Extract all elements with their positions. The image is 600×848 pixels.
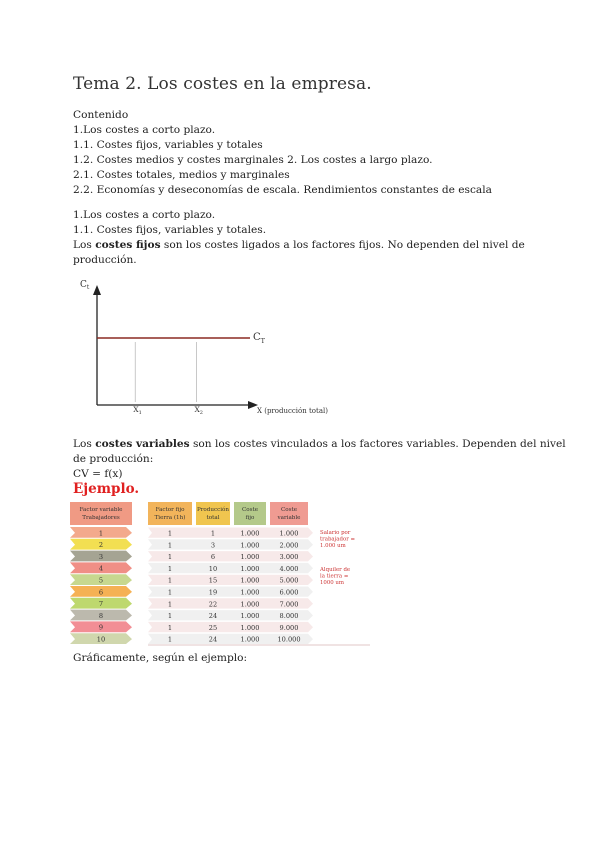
table-notes: [319, 530, 355, 586]
section-variable-costs: [73, 437, 566, 482]
toc-heading: Contenido: [73, 109, 129, 121]
x1-marker-label: $X_1$: [133, 405, 142, 416]
section-subheading: 1.1. Costes fijos, variables y totales.: [73, 224, 267, 236]
table-cell: 6.000: [279, 588, 299, 597]
table-cell: 1.000: [279, 529, 299, 538]
toc-item: 2.1. Costes totales, medios y marginales: [73, 169, 290, 181]
table-cell: 1.000: [240, 623, 260, 632]
table-cell: 9: [98, 623, 104, 632]
table-cell: 1.000: [240, 635, 260, 644]
table-cell: 1: [210, 529, 216, 538]
table-of-contents: [73, 108, 492, 198]
y-axis-arrow: [93, 285, 101, 295]
toc-item: 2.2. Economías y deseconomías de escala. Rendimientos constantes de escala: [73, 184, 492, 196]
variable-costs-paragraph: [73, 437, 566, 452]
header-text: Coste: [241, 507, 259, 513]
table-cell: 1: [167, 529, 173, 538]
table-cell: 4: [98, 564, 104, 573]
header-text: Tierra (1h): [154, 515, 186, 521]
table-cell: 1: [167, 635, 173, 644]
table-cell: 1.000: [240, 529, 260, 538]
table-cell: 24: [208, 612, 218, 621]
table-cell: 15: [208, 576, 218, 585]
section-fixed-costs: [73, 208, 525, 268]
section-heading: 1.Los costes a corto plazo.: [73, 209, 216, 221]
table-cell: 22: [208, 600, 218, 609]
cost-example-table: [70, 500, 370, 646]
table-cell: 1.000: [240, 564, 260, 573]
table-cell: 1: [167, 576, 173, 585]
header-text: variable: [277, 515, 301, 521]
header-text: Trabajadores: [82, 515, 120, 521]
ct-series-label: $C_T$: [253, 332, 265, 345]
paragraph-text: de producción:: [73, 453, 154, 465]
rent-note: la tierra =: [320, 573, 349, 580]
table-cell: 8.000: [279, 612, 299, 621]
toc-item: 1.Los costes a corto plazo.: [73, 124, 216, 136]
table-cell: 7.000: [279, 600, 299, 609]
table-cell: 1: [167, 588, 173, 597]
table-cell: 1.000: [240, 588, 260, 597]
header-text: fijo: [245, 515, 255, 521]
table-cell: 5.000: [279, 576, 299, 585]
table-cell: 24: [208, 635, 218, 644]
table-cell: 19: [208, 588, 218, 597]
page-title: Tema 2. Los costes en la empresa.: [73, 74, 372, 94]
y-axis-label: $C_t$: [80, 280, 90, 291]
table-cell: 1: [167, 612, 173, 621]
table-header: [70, 502, 308, 525]
paragraph-text: son los costes ligados a los factores fijos. No dependen del nivel de: [160, 239, 525, 251]
table-cell: 6: [98, 588, 104, 597]
table-cell: 10: [96, 635, 106, 644]
table-cell: 5: [98, 576, 104, 585]
table-cell: 1.000: [240, 541, 260, 550]
header-text: Coste: [280, 507, 298, 513]
toc-item: 1.1. Costes fijos, variables y totales: [73, 139, 263, 151]
table-cell: 1: [98, 529, 104, 538]
table-cell: 1: [167, 541, 173, 550]
cost-formula: CV = f(x): [73, 468, 123, 480]
table-cell: 8: [98, 611, 104, 620]
table-cell: 1: [167, 564, 173, 573]
table-cell: 3: [210, 541, 216, 550]
header-cell: [196, 502, 230, 525]
table-cell: 10: [208, 564, 218, 573]
example-label: Ejemplo.: [73, 481, 140, 497]
table-cell: 1.000: [240, 576, 260, 585]
table-cell: 1.000: [240, 612, 260, 621]
paragraph-text: son los costes vinculados a los factores variables. Dependen del nivel: [189, 438, 566, 450]
header-cell: [234, 502, 266, 525]
graph-caption: Gráficamente, según el ejemplo:: [73, 652, 248, 664]
table-cell: 3: [98, 552, 104, 561]
salary-note: trabajador =: [320, 536, 356, 543]
table-cell: 1.000: [240, 600, 260, 609]
paragraph-text: producción.: [73, 254, 137, 266]
header-text: Factor variable: [79, 507, 123, 513]
table-cell: 25: [208, 623, 218, 632]
table-cell: 1: [167, 623, 173, 632]
paragraph-text: Los: [73, 239, 96, 251]
table-cell: 1: [167, 600, 173, 609]
header-cell: [148, 502, 192, 525]
table-cell: 6: [210, 553, 216, 562]
header-cell: [70, 502, 132, 525]
table-cell: 7: [98, 600, 104, 609]
x-axis-label: X (producción total): [257, 407, 328, 415]
table-cell: 9.000: [279, 623, 299, 632]
salary-note: 1.000 um: [320, 543, 346, 549]
variable-costs-term: costes variables: [95, 438, 190, 450]
fixed-costs-term: costes fijos: [95, 239, 161, 251]
table-cell: 4.000: [279, 564, 299, 573]
table-cell: 3.000: [279, 553, 299, 562]
toc-item: 1.2. Costes medios y costes marginales 2. Los costes a largo plazo.: [73, 154, 433, 166]
salary-note: Salario por: [320, 530, 351, 536]
table-cell: 2.000: [279, 541, 299, 550]
table-cell: 2: [98, 541, 104, 550]
paragraph-text: Los: [73, 438, 96, 450]
fixed-cost-chart: [70, 272, 350, 422]
x2-marker-label: $X_2$: [194, 405, 203, 416]
header-cell: [270, 502, 308, 525]
rent-note: 1000 um: [320, 580, 345, 586]
rent-note: Alquiler de: [320, 567, 351, 573]
table-cell: 1: [167, 553, 173, 562]
fixed-costs-paragraph: [73, 238, 525, 253]
header-text: total: [206, 515, 220, 521]
header-text: Producción: [196, 507, 230, 513]
header-text: Factor fijo: [155, 507, 185, 513]
table-cell: 10.000: [277, 635, 301, 644]
table-cell: 1.000: [240, 553, 260, 562]
